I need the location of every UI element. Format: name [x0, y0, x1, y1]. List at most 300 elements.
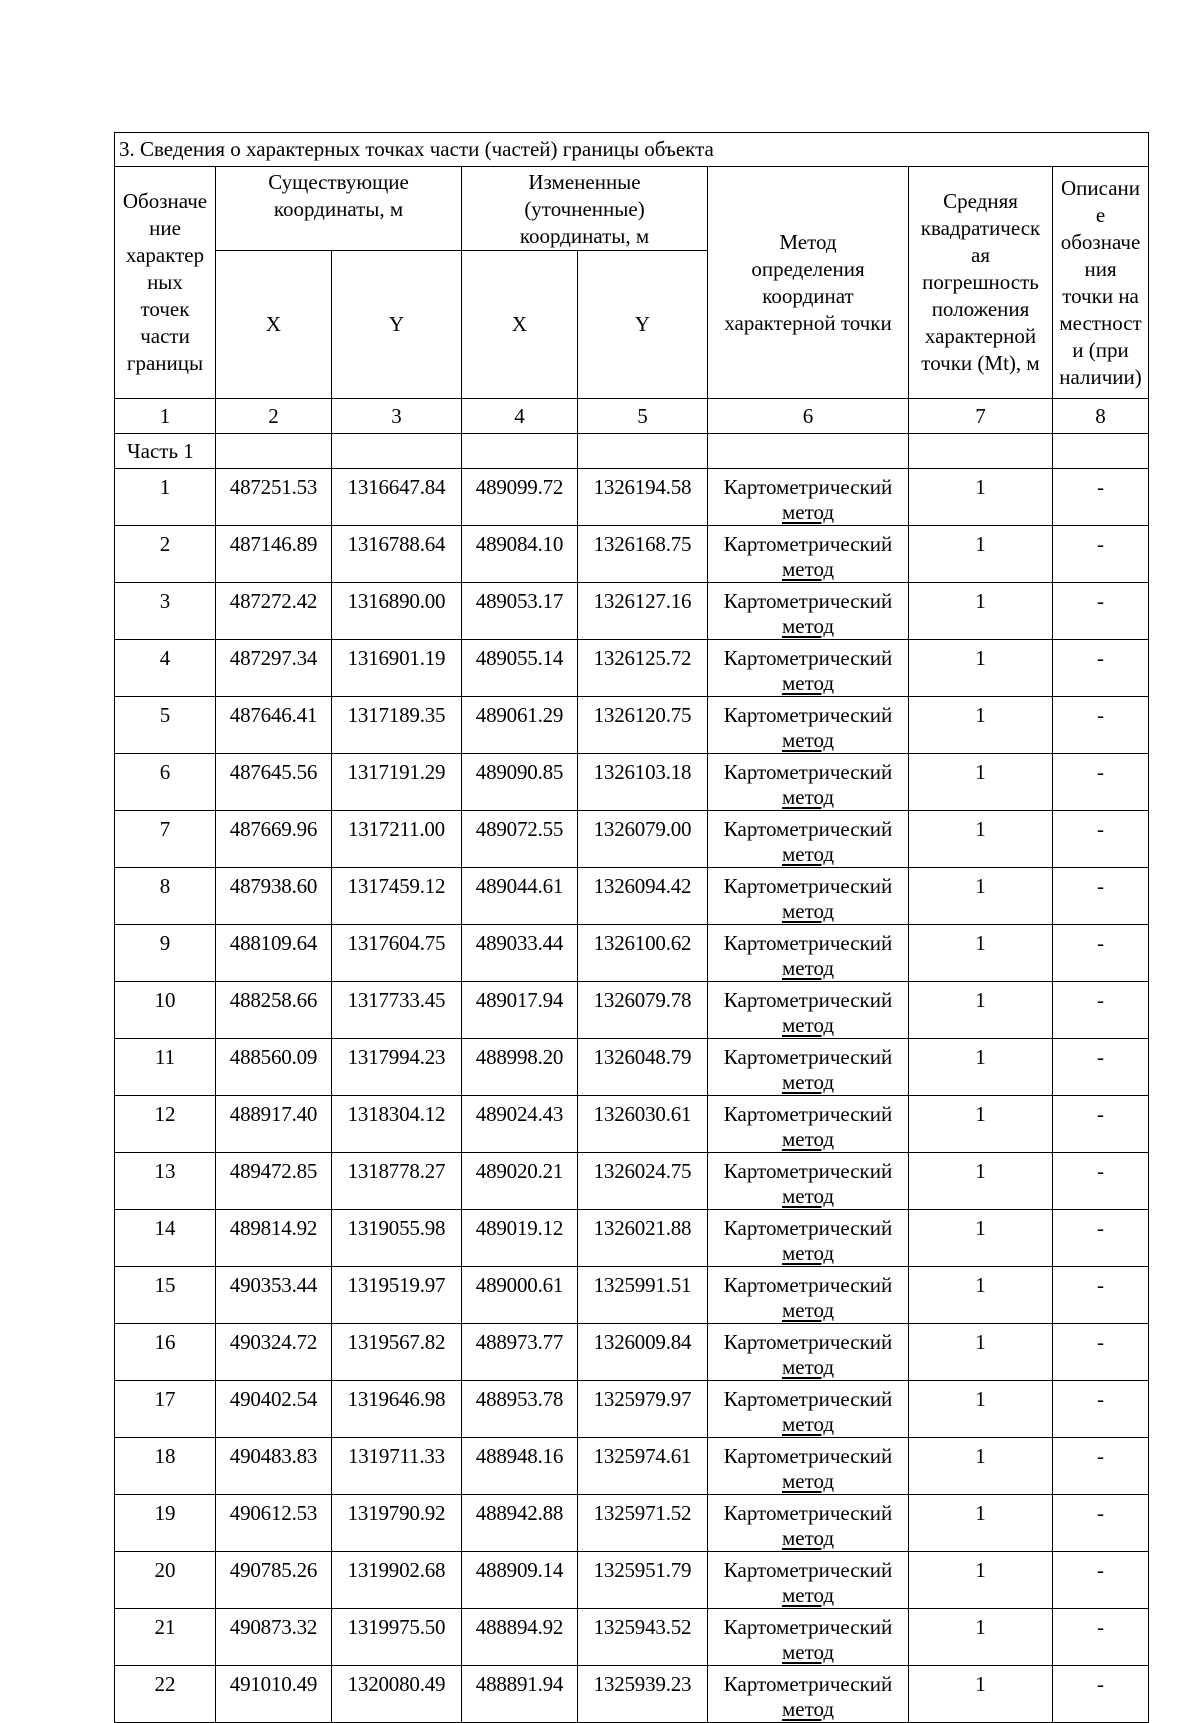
point-number-cell: 13	[115, 1153, 216, 1210]
method-line: Картометрический	[723, 1672, 893, 1696]
table-row	[115, 754, 1149, 811]
description-cell: -	[1053, 1552, 1149, 1609]
changed-y-cell: 1325943.52	[578, 1609, 708, 1666]
changed-y-cell: 1326009.84	[578, 1324, 708, 1381]
table-row	[115, 1609, 1149, 1666]
method-cell	[708, 1609, 909, 1666]
header-point-designation	[115, 167, 216, 399]
description-cell: -	[1053, 1609, 1149, 1666]
header-changed-coordinates	[462, 167, 708, 251]
existing-x-cell: 488917.40	[216, 1096, 332, 1153]
empty-cell	[1053, 434, 1149, 469]
accuracy-cell: 1	[909, 1039, 1053, 1096]
method-line: метод	[781, 1013, 835, 1037]
existing-y-cell: 1317604.75	[332, 925, 462, 982]
method-cell	[708, 1495, 909, 1552]
existing-x-cell: 487669.96	[216, 811, 332, 868]
col1-line: Обозначе	[122, 189, 208, 213]
accuracy-cell: 1	[909, 1438, 1053, 1495]
changed-y-cell: 1326100.62	[578, 925, 708, 982]
method-line: метод	[781, 1241, 835, 1265]
method-line: Картометрический	[723, 532, 893, 556]
accuracy-cell: 1	[909, 1666, 1053, 1723]
table-row	[115, 583, 1149, 640]
method-line: характерной точки	[724, 310, 892, 335]
column-number: 2	[216, 399, 332, 434]
method-line: метод	[781, 1412, 835, 1436]
accuracy-cell: 1	[909, 1381, 1053, 1438]
empty-cell	[909, 434, 1053, 469]
changed-y-cell: 1325951.79	[578, 1552, 708, 1609]
accuracy-cell: 1	[909, 1495, 1053, 1552]
accuracy-line: характерной	[924, 324, 1037, 348]
existing-line: Существующие	[268, 170, 409, 194]
method-line: Метод	[779, 229, 837, 254]
method-line: Картометрический	[723, 1387, 893, 1411]
table-title: 3. Сведения о характерных точках части (частей) границы объекта	[119, 137, 714, 161]
existing-x-cell: 491010.49	[216, 1666, 332, 1723]
changed-y-cell: 1325971.52	[578, 1495, 708, 1552]
accuracy-cell: 1	[909, 697, 1053, 754]
header-x-existing: X	[216, 251, 332, 399]
method-line: Картометрический	[723, 589, 893, 613]
description-cell: -	[1053, 1267, 1149, 1324]
method-cell	[708, 1552, 909, 1609]
table-row	[115, 1324, 1149, 1381]
description-line: точки на	[1062, 283, 1139, 308]
method-line: Картометрический	[723, 1273, 893, 1297]
existing-y-cell: 1317733.45	[332, 982, 462, 1039]
changed-y-cell: 1326120.75	[578, 697, 708, 754]
existing-x-cell: 490483.83	[216, 1438, 332, 1495]
changed-x-cell: 488998.20	[462, 1039, 578, 1096]
method-line: Картометрический	[723, 1216, 893, 1240]
changed-y-cell: 1326021.88	[578, 1210, 708, 1267]
description-cell: -	[1053, 1096, 1149, 1153]
method-line: метод	[781, 1583, 835, 1607]
changed-y-cell: 1326079.00	[578, 811, 708, 868]
changed-y-cell: 1325991.51	[578, 1267, 708, 1324]
method-cell	[708, 754, 909, 811]
method-line: Картометрический	[723, 931, 893, 955]
existing-x-cell: 487646.41	[216, 697, 332, 754]
changed-x-cell: 489061.29	[462, 697, 578, 754]
table-row	[115, 1552, 1149, 1609]
changed-y-cell: 1325979.97	[578, 1381, 708, 1438]
header-accuracy	[909, 167, 1053, 399]
point-number-cell: 20	[115, 1552, 216, 1609]
method-line: Картометрический	[723, 1615, 893, 1639]
existing-line: координаты, м	[273, 197, 404, 221]
method-line: Картометрический	[723, 1102, 893, 1126]
existing-y-cell: 1316890.00	[332, 583, 462, 640]
method-cell	[708, 697, 909, 754]
method-line: Картометрический	[723, 760, 893, 784]
table-row	[115, 868, 1149, 925]
empty-cell	[462, 434, 578, 469]
existing-x-cell: 488109.64	[216, 925, 332, 982]
description-cell: -	[1053, 583, 1149, 640]
method-cell	[708, 583, 909, 640]
existing-y-cell: 1319055.98	[332, 1210, 462, 1267]
method-line: метод	[781, 842, 835, 866]
column-number: 8	[1053, 399, 1149, 434]
accuracy-cell: 1	[909, 811, 1053, 868]
description-cell: -	[1053, 1666, 1149, 1723]
changed-x-cell: 489055.14	[462, 640, 578, 697]
point-number-cell: 10	[115, 982, 216, 1039]
existing-x-cell: 490402.54	[216, 1381, 332, 1438]
method-cell	[708, 1381, 909, 1438]
table-row	[115, 1267, 1149, 1324]
method-cell	[708, 640, 909, 697]
changed-y-cell: 1325974.61	[578, 1438, 708, 1495]
accuracy-cell: 1	[909, 640, 1053, 697]
method-cell	[708, 469, 909, 526]
description-cell: -	[1053, 1438, 1149, 1495]
existing-y-cell: 1317994.23	[332, 1039, 462, 1096]
existing-x-cell: 488258.66	[216, 982, 332, 1039]
changed-x-cell: 489019.12	[462, 1210, 578, 1267]
method-line: Картометрический	[723, 475, 893, 499]
existing-y-cell: 1319646.98	[332, 1381, 462, 1438]
accuracy-cell: 1	[909, 469, 1053, 526]
existing-y-cell: 1316788.64	[332, 526, 462, 583]
changed-x-cell: 489090.85	[462, 754, 578, 811]
changed-y-cell: 1326194.58	[578, 469, 708, 526]
changed-y-cell: 1326079.78	[578, 982, 708, 1039]
accuracy-cell: 1	[909, 1552, 1053, 1609]
changed-line: координаты, м	[519, 224, 650, 248]
method-cell	[708, 982, 909, 1039]
description-cell: -	[1053, 925, 1149, 982]
table-row	[115, 697, 1149, 754]
point-number-cell: 8	[115, 868, 216, 925]
changed-x-cell: 489099.72	[462, 469, 578, 526]
changed-x-cell: 488942.88	[462, 1495, 578, 1552]
accuracy-line: положения	[931, 297, 1030, 321]
existing-y-cell: 1317211.00	[332, 811, 462, 868]
column-number: 4	[462, 399, 578, 434]
description-line: е	[1095, 202, 1106, 227]
point-number-cell: 11	[115, 1039, 216, 1096]
description-cell: -	[1053, 697, 1149, 754]
method-cell	[708, 526, 909, 583]
header-description	[1053, 167, 1149, 399]
table-row	[115, 811, 1149, 868]
table-row	[115, 526, 1149, 583]
method-line: Картометрический	[723, 1330, 893, 1354]
changed-y-cell: 1326030.61	[578, 1096, 708, 1153]
point-number-cell: 5	[115, 697, 216, 754]
existing-x-cell: 490785.26	[216, 1552, 332, 1609]
method-line: метод	[781, 1127, 835, 1151]
method-line: Картометрический	[723, 1444, 893, 1468]
existing-y-cell: 1319519.97	[332, 1267, 462, 1324]
description-line: Описани	[1061, 175, 1141, 200]
method-line: Картометрический	[723, 646, 893, 670]
accuracy-cell: 1	[909, 1609, 1053, 1666]
table-row	[115, 1039, 1149, 1096]
method-cell	[708, 1666, 909, 1723]
existing-x-cell: 490353.44	[216, 1267, 332, 1324]
header-x-changed: X	[462, 251, 578, 399]
empty-cell	[332, 434, 462, 469]
point-number-cell: 9	[115, 925, 216, 982]
method-cell	[708, 1153, 909, 1210]
existing-y-cell: 1318778.27	[332, 1153, 462, 1210]
description-cell: -	[1053, 1210, 1149, 1267]
method-cell	[708, 811, 909, 868]
changed-x-cell: 488953.78	[462, 1381, 578, 1438]
changed-x-cell: 489024.43	[462, 1096, 578, 1153]
description-cell: -	[1053, 754, 1149, 811]
method-cell	[708, 1324, 909, 1381]
existing-x-cell: 488560.09	[216, 1039, 332, 1096]
table-row	[115, 1153, 1149, 1210]
accuracy-cell: 1	[909, 583, 1053, 640]
existing-y-cell: 1316647.84	[332, 469, 462, 526]
description-cell: -	[1053, 1153, 1149, 1210]
changed-x-cell: 489000.61	[462, 1267, 578, 1324]
column-number: 5	[578, 399, 708, 434]
method-line: метод	[781, 1298, 835, 1322]
method-cell	[708, 925, 909, 982]
changed-x-cell: 489017.94	[462, 982, 578, 1039]
table-row	[115, 1438, 1149, 1495]
changed-y-cell: 1326024.75	[578, 1153, 708, 1210]
part-row	[115, 434, 1149, 469]
header-y-existing: Y	[332, 251, 462, 399]
point-number-cell: 18	[115, 1438, 216, 1495]
method-line: метод	[781, 1697, 835, 1721]
method-cell	[708, 1096, 909, 1153]
column-number: 7	[909, 399, 1053, 434]
method-line: Картометрический	[723, 817, 893, 841]
point-number-cell: 4	[115, 640, 216, 697]
description-cell: -	[1053, 811, 1149, 868]
existing-y-cell: 1316901.19	[332, 640, 462, 697]
point-number-cell: 14	[115, 1210, 216, 1267]
description-line: обозначе	[1060, 229, 1141, 254]
column-number: 6	[708, 399, 909, 434]
existing-y-cell: 1319790.92	[332, 1495, 462, 1552]
existing-x-cell: 490612.53	[216, 1495, 332, 1552]
point-number-cell: 1	[115, 469, 216, 526]
method-line: метод	[781, 557, 835, 581]
changed-y-cell: 1326048.79	[578, 1039, 708, 1096]
existing-x-cell: 489814.92	[216, 1210, 332, 1267]
accuracy-cell: 1	[909, 754, 1053, 811]
boundary-points-table	[114, 132, 1149, 1723]
accuracy-line: ая	[971, 243, 990, 267]
method-line: метод	[781, 1184, 835, 1208]
existing-x-cell: 487645.56	[216, 754, 332, 811]
changed-x-cell: 489084.10	[462, 526, 578, 583]
table-row	[115, 1666, 1149, 1723]
description-cell: -	[1053, 1495, 1149, 1552]
changed-y-cell: 1326127.16	[578, 583, 708, 640]
existing-y-cell: 1320080.49	[332, 1666, 462, 1723]
method-line: метод	[781, 1070, 835, 1094]
part-label: Часть 1	[115, 434, 216, 469]
table-row	[115, 982, 1149, 1039]
column-number-row	[115, 399, 1149, 434]
point-number-cell: 21	[115, 1609, 216, 1666]
point-number-cell: 17	[115, 1381, 216, 1438]
point-number-cell: 3	[115, 583, 216, 640]
accuracy-cell: 1	[909, 1267, 1053, 1324]
changed-x-cell: 488891.94	[462, 1666, 578, 1723]
changed-x-cell: 488909.14	[462, 1552, 578, 1609]
table-row	[115, 469, 1149, 526]
existing-x-cell: 487251.53	[216, 469, 332, 526]
existing-y-cell: 1317459.12	[332, 868, 462, 925]
method-line: метод	[781, 956, 835, 980]
changed-x-cell: 488973.77	[462, 1324, 578, 1381]
existing-y-cell: 1319711.33	[332, 1438, 462, 1495]
existing-y-cell: 1317189.35	[332, 697, 462, 754]
accuracy-cell: 1	[909, 925, 1053, 982]
table-row	[115, 1495, 1149, 1552]
method-cell	[708, 868, 909, 925]
point-number-cell: 12	[115, 1096, 216, 1153]
col1-line: границы	[126, 351, 204, 375]
method-line: Картометрический	[723, 874, 893, 898]
method-line: Картометрический	[723, 1159, 893, 1183]
point-number-cell: 7	[115, 811, 216, 868]
accuracy-cell: 1	[909, 1153, 1053, 1210]
existing-x-cell: 489472.85	[216, 1153, 332, 1210]
accuracy-cell: 1	[909, 526, 1053, 583]
method-cell	[708, 1438, 909, 1495]
col1-line: ных	[147, 270, 183, 294]
accuracy-cell: 1	[909, 1324, 1053, 1381]
method-line: метод	[781, 671, 835, 695]
description-line: наличии)	[1059, 364, 1142, 389]
existing-y-cell: 1319902.68	[332, 1552, 462, 1609]
header-row-1	[115, 167, 1149, 251]
description-cell: -	[1053, 982, 1149, 1039]
point-number-cell: 19	[115, 1495, 216, 1552]
accuracy-cell: 1	[909, 868, 1053, 925]
table-row	[115, 1210, 1149, 1267]
method-line: метод	[781, 728, 835, 752]
accuracy-cell: 1	[909, 1210, 1053, 1267]
col1-line: ние	[149, 216, 181, 240]
method-line: координат	[762, 283, 854, 308]
changed-y-cell: 1325939.23	[578, 1666, 708, 1723]
description-cell: -	[1053, 469, 1149, 526]
changed-y-cell: 1326168.75	[578, 526, 708, 583]
existing-x-cell: 490873.32	[216, 1609, 332, 1666]
description-cell: -	[1053, 1381, 1149, 1438]
description-line: ния	[1084, 256, 1117, 281]
empty-cell	[216, 434, 332, 469]
method-line: метод	[781, 1640, 835, 1664]
description-cell: -	[1053, 868, 1149, 925]
existing-x-cell: 487272.42	[216, 583, 332, 640]
accuracy-line: Средняя	[943, 189, 1018, 213]
existing-x-cell: 490324.72	[216, 1324, 332, 1381]
accuracy-line: погрешность	[922, 270, 1039, 294]
changed-x-cell: 489053.17	[462, 583, 578, 640]
header-method	[708, 167, 909, 399]
table-row	[115, 1096, 1149, 1153]
existing-x-cell: 487297.34	[216, 640, 332, 697]
point-number-cell: 2	[115, 526, 216, 583]
changed-y-cell: 1326125.72	[578, 640, 708, 697]
accuracy-cell: 1	[909, 1096, 1053, 1153]
table-row	[115, 640, 1149, 697]
existing-x-cell: 487938.60	[216, 868, 332, 925]
existing-y-cell: 1317191.29	[332, 754, 462, 811]
changed-line: (уточненные)	[524, 197, 645, 221]
description-cell: -	[1053, 1039, 1149, 1096]
changed-y-cell: 1326103.18	[578, 754, 708, 811]
method-line: метод	[781, 899, 835, 923]
table-row	[115, 1381, 1149, 1438]
boundary-points-section	[114, 132, 1148, 1723]
description-line: местност	[1059, 310, 1142, 335]
changed-x-cell: 489033.44	[462, 925, 578, 982]
description-line: и (при	[1072, 337, 1129, 362]
existing-x-cell: 487146.89	[216, 526, 332, 583]
accuracy-line: точки (Mt), м	[921, 351, 1040, 375]
empty-cell	[708, 434, 909, 469]
method-line: Картометрический	[723, 1045, 893, 1069]
method-cell	[708, 1210, 909, 1267]
point-number-cell: 6	[115, 754, 216, 811]
description-cell: -	[1053, 1324, 1149, 1381]
existing-y-cell: 1318304.12	[332, 1096, 462, 1153]
method-cell	[708, 1267, 909, 1324]
col1-line: точек	[140, 297, 190, 321]
method-line: Картометрический	[723, 703, 893, 727]
col1-line: части	[140, 324, 190, 348]
accuracy-line: квадратическ	[920, 216, 1041, 240]
point-number-cell: 16	[115, 1324, 216, 1381]
empty-cell	[578, 434, 708, 469]
changed-y-cell: 1326094.42	[578, 868, 708, 925]
changed-x-cell: 489044.61	[462, 868, 578, 925]
changed-line: Измененные	[528, 170, 641, 194]
method-line: Картометрический	[723, 1558, 893, 1582]
method-line: Картометрический	[723, 1501, 893, 1525]
header-existing-coordinates	[216, 167, 462, 251]
changed-x-cell: 489020.21	[462, 1153, 578, 1210]
column-number: 3	[332, 399, 462, 434]
accuracy-cell: 1	[909, 982, 1053, 1039]
method-line: метод	[781, 1355, 835, 1379]
col1-line: характер	[125, 243, 205, 267]
header-y-changed: Y	[578, 251, 708, 399]
existing-y-cell: 1319975.50	[332, 1609, 462, 1666]
method-line: метод	[781, 614, 835, 638]
method-line: Картометрический	[723, 988, 893, 1012]
description-cell: -	[1053, 526, 1149, 583]
column-number: 1	[115, 399, 216, 434]
point-number-cell: 15	[115, 1267, 216, 1324]
description-cell: -	[1053, 640, 1149, 697]
method-line: метод	[781, 785, 835, 809]
method-cell	[708, 1039, 909, 1096]
point-number-cell: 22	[115, 1666, 216, 1723]
changed-x-cell: 488894.92	[462, 1609, 578, 1666]
table-title-cell	[115, 133, 1149, 167]
method-line: метод	[781, 1526, 835, 1550]
existing-y-cell: 1319567.82	[332, 1324, 462, 1381]
